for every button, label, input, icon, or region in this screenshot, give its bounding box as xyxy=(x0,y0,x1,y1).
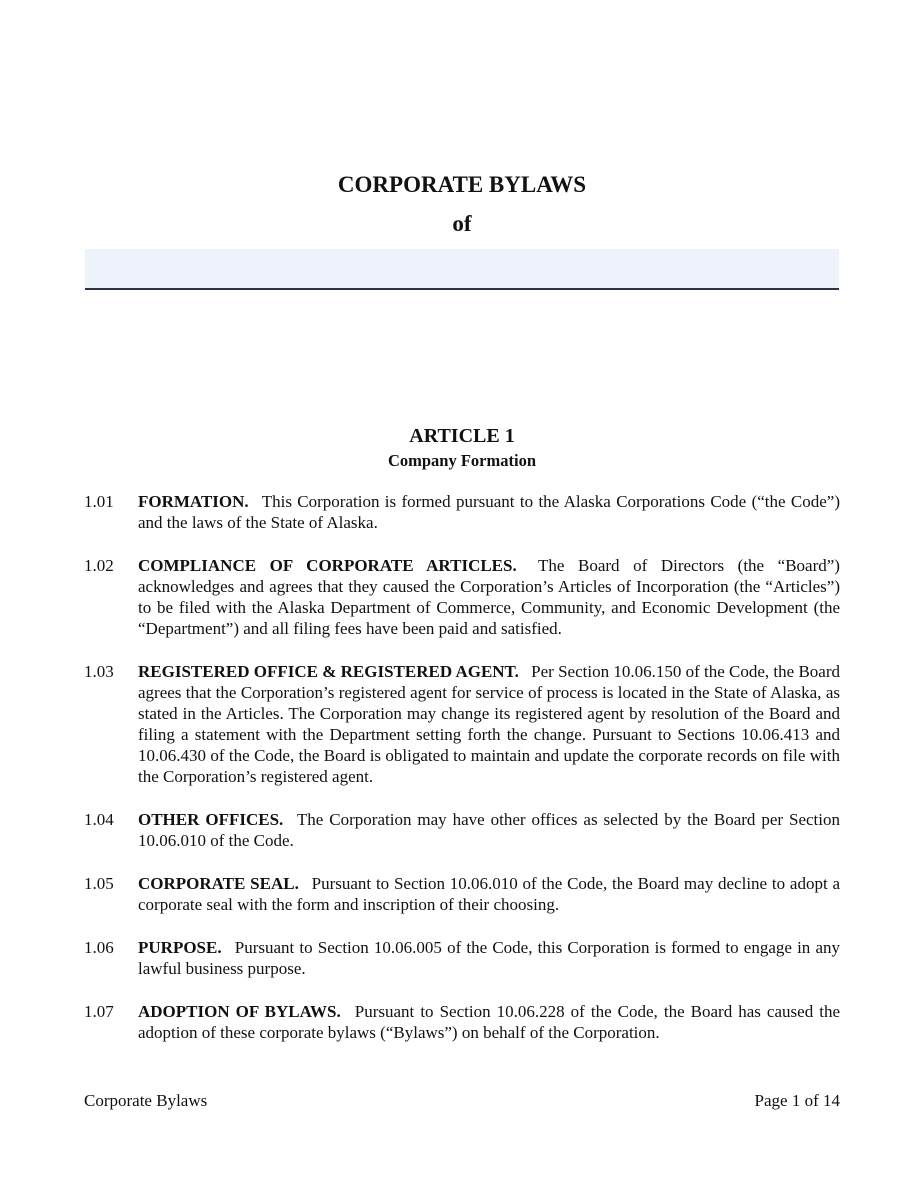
title-of: of xyxy=(452,211,472,236)
section-1-01 xyxy=(84,491,840,533)
section-heading: CORPORATE SEAL. xyxy=(138,874,299,893)
section-heading: FORMATION. xyxy=(138,492,249,511)
section-heading: REGISTERED OFFICE & REGISTERED AGENT. xyxy=(138,662,519,681)
section-heading: COMPLIANCE OF CORPORATE ARTICLES. xyxy=(138,556,517,575)
section-1-07 xyxy=(84,1001,840,1043)
section-heading: PURPOSE. xyxy=(138,938,222,957)
document-title: CORPORATE BYLAWS xyxy=(337,172,587,197)
section-1-05 xyxy=(84,873,840,915)
section-number: 1.05 xyxy=(84,874,114,893)
section-1-02 xyxy=(84,555,840,639)
section-text: Per Section 10.06.150 of the Code, the Board agrees that the Corporation’s registered agent for service of process is located in the State of Alaska, as stated in the Articles. The Corporation may change its registered agent by resolution of the Board and filing a statement with the Department setting forth the change. Pursuant to Sections 10.06.413 and 10.06.430 of the Code, the Board is obligated to maintain and update the corporate records on file with the Corporation’s registered agent. xyxy=(138,662,841,786)
section-body xyxy=(138,491,840,533)
section-1-04 xyxy=(84,809,840,851)
section-body xyxy=(138,1001,840,1043)
section-text: The Board of Directors (the “Board”) acknowledges and agrees that they caused the Corporation’s Articles of Incorporation (the “Articles”) to be filed with the Alaska Department of Commerce, Community, and Economic Development (the “Department”) and all filing fees have been paid and satisfied. xyxy=(138,556,840,638)
section-text: The Corporation may have other offices as selected by the Board per Section 10.06.010 of the Code. xyxy=(138,810,840,850)
section-heading: OTHER OFFICES. xyxy=(138,810,284,829)
article-subheading: Company Formation xyxy=(387,451,537,470)
footer-document-name: Corporate Bylaws xyxy=(84,1091,208,1110)
section-number: 1.03 xyxy=(84,662,114,681)
section-text: Pursuant to Section 10.06.228 of the Code, the Board has caused the adoption of these corporate bylaws (“Bylaws”) on behalf of the Corporation. xyxy=(138,1002,840,1042)
section-number: 1.06 xyxy=(84,938,114,957)
section-number: 1.04 xyxy=(84,810,114,829)
article-sections xyxy=(84,491,840,1065)
section-heading: ADOPTION OF BYLAWS. xyxy=(138,1002,341,1021)
section-1-03 xyxy=(84,661,840,787)
section-number: 1.07 xyxy=(84,1002,114,1021)
article-heading: ARTICLE 1 xyxy=(409,425,515,447)
section-body xyxy=(138,937,840,979)
footer-page-number: Page 1 of 14 xyxy=(754,1091,840,1110)
section-1-06 xyxy=(84,937,840,979)
company-name-field[interactable] xyxy=(85,249,839,290)
section-text: Pursuant to Section 10.06.010 of the Code, the Board may decline to adopt a corporate seal with the form and inscription of their choosing. xyxy=(138,874,841,914)
section-text: Pursuant to Section 10.06.005 of the Code, this Corporation is formed to engage in any lawful business purpose. xyxy=(138,938,840,978)
section-number: 1.01 xyxy=(84,492,114,511)
section-body xyxy=(138,809,840,851)
section-body xyxy=(138,661,840,787)
section-text: This Corporation is formed pursuant to the Alaska Corporations Code (“the Code”) and the laws of the State of Alaska. xyxy=(138,492,840,532)
section-number: 1.02 xyxy=(84,556,114,575)
section-body xyxy=(138,873,840,915)
section-body xyxy=(138,555,840,639)
